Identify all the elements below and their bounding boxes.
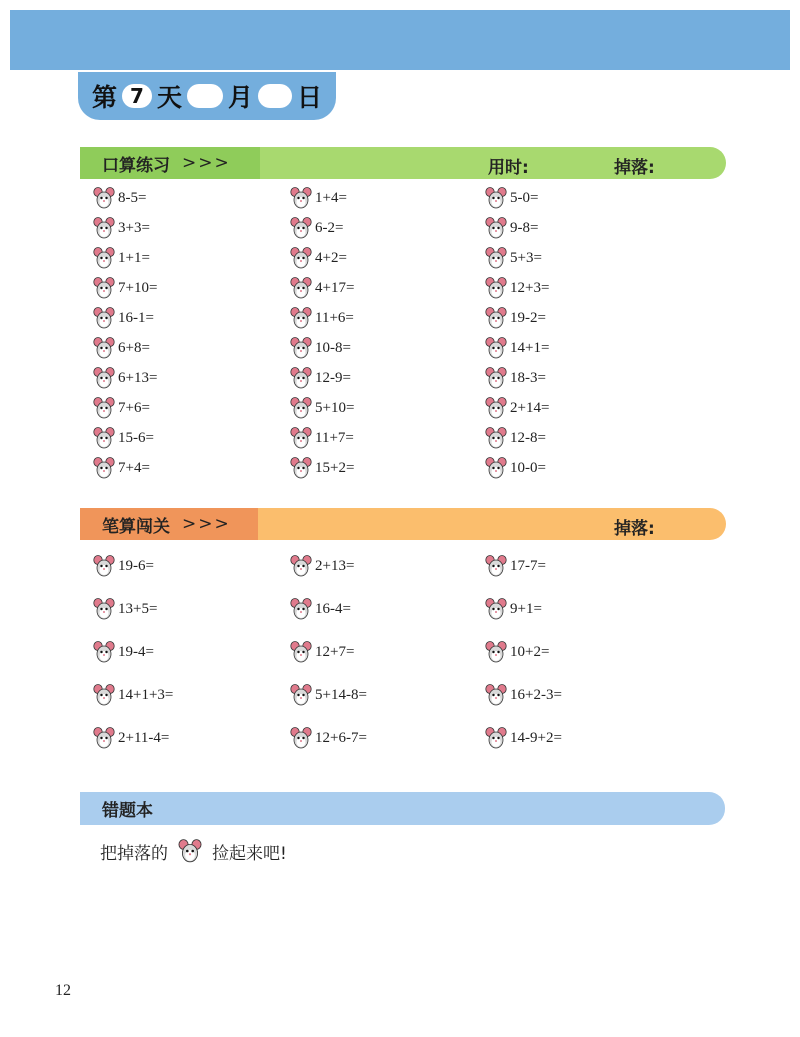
oral-problem bbox=[93, 186, 146, 210]
mouse-icon bbox=[485, 597, 507, 621]
mouse-icon bbox=[485, 640, 507, 664]
problem-expression: 9-8= bbox=[510, 219, 539, 236]
mouse-icon bbox=[93, 276, 115, 300]
problem-expression: 17-7= bbox=[510, 557, 546, 574]
written-problem bbox=[93, 597, 157, 621]
oral-problem bbox=[93, 276, 157, 300]
written-drop-label: 掉落: bbox=[614, 519, 655, 539]
written-problem bbox=[93, 640, 154, 664]
problem-expression: 12-9= bbox=[315, 369, 351, 386]
problem-expression: 1+1= bbox=[118, 249, 150, 266]
written-problem bbox=[93, 554, 154, 578]
oral-problem bbox=[485, 336, 549, 360]
mouse-icon bbox=[485, 306, 507, 330]
problem-expression: 3+3= bbox=[118, 219, 150, 236]
mouse-icon bbox=[93, 597, 115, 621]
problem-expression: 15-6= bbox=[118, 429, 154, 446]
written-practice-title: 笔算闯关 bbox=[102, 516, 170, 537]
oral-problem bbox=[485, 396, 549, 420]
mouse-icon bbox=[93, 726, 115, 750]
written-practice-bar bbox=[80, 508, 726, 540]
oral-problem bbox=[93, 456, 150, 480]
day-number: 7 bbox=[122, 84, 152, 108]
problem-expression: 6-2= bbox=[315, 219, 344, 236]
mouse-icon bbox=[485, 276, 507, 300]
mouse-icon bbox=[290, 426, 312, 450]
oral-problem bbox=[290, 366, 351, 390]
oral-problem bbox=[485, 366, 546, 390]
mouse-icon bbox=[93, 216, 115, 240]
mouse-icon bbox=[93, 554, 115, 578]
mouse-icon bbox=[290, 554, 312, 578]
oral-problem bbox=[93, 306, 154, 330]
date-word: 日 bbox=[297, 83, 323, 112]
problem-expression: 5+10= bbox=[315, 399, 355, 416]
problem-expression: 12+6-7= bbox=[315, 729, 367, 746]
page-number: 12 bbox=[55, 982, 71, 999]
mouse-icon bbox=[290, 216, 312, 240]
mouse-icon bbox=[93, 366, 115, 390]
problem-expression: 9+1= bbox=[510, 600, 542, 617]
oral-problem bbox=[485, 216, 538, 240]
oral-problem bbox=[93, 246, 150, 270]
written-problem bbox=[485, 683, 562, 707]
problem-expression: 5+14-8= bbox=[315, 686, 367, 703]
oral-problem bbox=[290, 456, 354, 480]
mouse-icon bbox=[485, 683, 507, 707]
written-problem bbox=[485, 597, 542, 621]
written-problem bbox=[290, 726, 367, 750]
problem-expression: 4+2= bbox=[315, 249, 347, 266]
oral-problem bbox=[290, 246, 347, 270]
problem-expression: 14-9+2= bbox=[510, 729, 562, 746]
mouse-icon bbox=[290, 186, 312, 210]
oral-drop-label: 掉落: bbox=[614, 158, 655, 178]
oral-practice-title: 口算练习 bbox=[102, 155, 170, 176]
day-prefix: 第 bbox=[92, 83, 118, 112]
mouse-icon bbox=[93, 186, 115, 210]
mouse-icon bbox=[93, 640, 115, 664]
mouse-icon bbox=[290, 366, 312, 390]
written-problem bbox=[290, 597, 351, 621]
oral-problem bbox=[485, 306, 546, 330]
oral-problem bbox=[290, 396, 354, 420]
collect-text-before: 把掉落的 bbox=[100, 843, 168, 864]
mouse-icon bbox=[93, 396, 115, 420]
mouse-icon bbox=[485, 366, 507, 390]
oral-problem bbox=[485, 186, 538, 210]
mouse-icon bbox=[485, 396, 507, 420]
problem-expression: 13+5= bbox=[118, 600, 158, 617]
oral-problem bbox=[93, 426, 154, 450]
time-used-label: 用时: bbox=[488, 158, 529, 178]
problem-expression: 11+6= bbox=[315, 309, 354, 326]
oral-problem bbox=[485, 276, 549, 300]
problem-expression: 8-5= bbox=[118, 189, 147, 206]
month-word: 月 bbox=[228, 83, 254, 112]
problem-expression: 10-0= bbox=[510, 459, 546, 476]
written-problem bbox=[290, 683, 367, 707]
mouse-icon bbox=[93, 426, 115, 450]
oral-problem bbox=[290, 336, 351, 360]
oral-problem bbox=[485, 456, 546, 480]
oral-arrows: >>> bbox=[182, 153, 231, 173]
problem-expression: 5-0= bbox=[510, 189, 539, 206]
problem-expression: 6+13= bbox=[118, 369, 158, 386]
written-problem bbox=[290, 554, 354, 578]
day-header bbox=[78, 72, 336, 120]
mouse-icon bbox=[485, 726, 507, 750]
problem-expression: 14+1+3= bbox=[118, 686, 174, 703]
problem-expression: 1+4= bbox=[315, 189, 347, 206]
problem-expression: 12+3= bbox=[510, 279, 550, 296]
problem-expression: 10-8= bbox=[315, 339, 351, 356]
problem-expression: 19-6= bbox=[118, 557, 154, 574]
mouse-icon bbox=[290, 456, 312, 480]
written-problem bbox=[93, 726, 169, 750]
mouse-icon bbox=[290, 246, 312, 270]
mouse-icon bbox=[290, 276, 312, 300]
mouse-icon bbox=[290, 640, 312, 664]
problem-expression: 18-3= bbox=[510, 369, 546, 386]
collect-instruction bbox=[100, 838, 287, 864]
mouse-icon bbox=[485, 246, 507, 270]
mouse-icon bbox=[93, 456, 115, 480]
oral-problem bbox=[93, 366, 157, 390]
mouse-icon bbox=[485, 554, 507, 578]
oral-problem bbox=[93, 396, 150, 420]
written-arrows: >>> bbox=[182, 514, 231, 534]
oral-problem bbox=[290, 426, 354, 450]
problem-expression: 19-4= bbox=[118, 643, 154, 660]
problem-expression: 4+17= bbox=[315, 279, 355, 296]
written-problem bbox=[485, 554, 546, 578]
day-word: 天 bbox=[157, 83, 183, 112]
problem-expression: 5+3= bbox=[510, 249, 542, 266]
oral-practice-bar bbox=[80, 147, 726, 179]
oral-problem bbox=[93, 216, 150, 240]
mouse-icon bbox=[290, 396, 312, 420]
problem-expression: 2+13= bbox=[315, 557, 355, 574]
problem-expression: 2+11-4= bbox=[118, 729, 170, 746]
top-color-band bbox=[10, 10, 790, 70]
mouse-icon bbox=[290, 726, 312, 750]
problem-expression: 10+2= bbox=[510, 643, 550, 660]
problem-expression: 16-1= bbox=[118, 309, 154, 326]
mouse-icon bbox=[93, 683, 115, 707]
oral-problem bbox=[93, 336, 150, 360]
problem-expression: 7+10= bbox=[118, 279, 158, 296]
oral-problem bbox=[290, 306, 354, 330]
problem-expression: 7+4= bbox=[118, 459, 150, 476]
problem-expression: 16+2-3= bbox=[510, 686, 562, 703]
mouse-icon bbox=[93, 246, 115, 270]
mouse-icon bbox=[485, 186, 507, 210]
mouse-icon bbox=[290, 597, 312, 621]
oral-problem bbox=[290, 276, 354, 300]
written-problem bbox=[290, 640, 354, 664]
collect-text-after: 捡起来吧! bbox=[212, 843, 287, 864]
mouse-icon bbox=[93, 336, 115, 360]
problem-expression: 12-8= bbox=[510, 429, 546, 446]
mouse-icon bbox=[485, 216, 507, 240]
mouse-icon bbox=[93, 306, 115, 330]
mouse-icon bbox=[290, 306, 312, 330]
mouse-icon bbox=[178, 838, 202, 864]
mouse-icon bbox=[485, 456, 507, 480]
mouse-icon bbox=[290, 683, 312, 707]
problem-expression: 6+8= bbox=[118, 339, 150, 356]
problem-expression: 19-2= bbox=[510, 309, 546, 326]
written-problem bbox=[485, 726, 562, 750]
oral-problem bbox=[485, 246, 542, 270]
problem-expression: 16-4= bbox=[315, 600, 351, 617]
problem-expression: 12+7= bbox=[315, 643, 355, 660]
month-blank[interactable] bbox=[187, 84, 223, 108]
problem-expression: 15+2= bbox=[315, 459, 355, 476]
mouse-icon bbox=[290, 336, 312, 360]
problem-expression: 7+6= bbox=[118, 399, 150, 416]
date-blank[interactable] bbox=[258, 84, 292, 108]
oral-problem bbox=[290, 186, 347, 210]
problem-expression: 2+14= bbox=[510, 399, 550, 416]
mistakes-bar bbox=[80, 792, 725, 825]
mouse-icon bbox=[485, 426, 507, 450]
mistakes-title: 错题本 bbox=[102, 801, 153, 821]
problem-expression: 11+7= bbox=[315, 429, 354, 446]
oral-problem bbox=[290, 216, 343, 240]
written-problem bbox=[485, 640, 549, 664]
mouse-icon bbox=[485, 336, 507, 360]
oral-problem bbox=[485, 426, 546, 450]
written-problem bbox=[93, 683, 173, 707]
problem-expression: 14+1= bbox=[510, 339, 550, 356]
